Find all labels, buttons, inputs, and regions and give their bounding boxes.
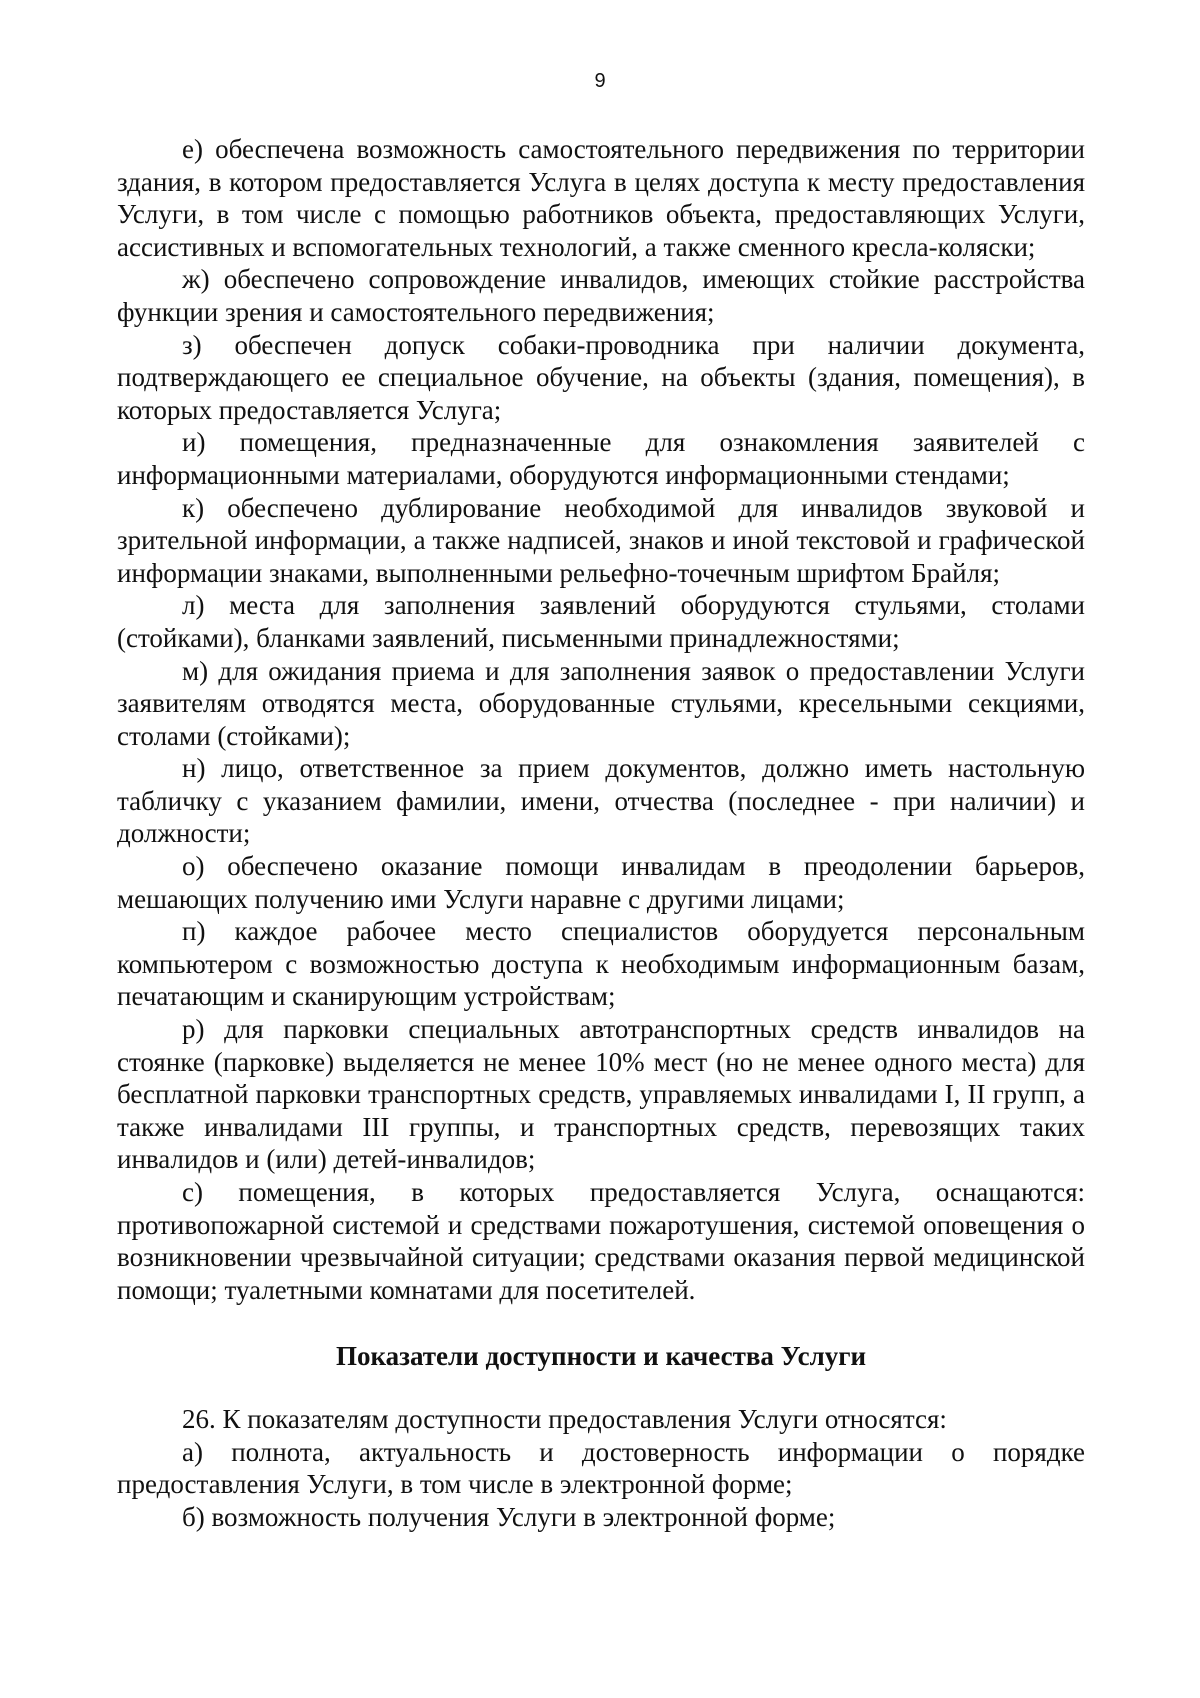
document-body — [117, 133, 1085, 1533]
paragraph-p: п) каждое рабочее место специалистов оборудуется персональным компьютером с возможностью доступа к необходимым информационным базам, печатающим и сканирующим устройствам; — [117, 916, 1085, 1012]
paragraph-r: р) для парковки специальных автотранспортных средств инвалидов на стоянке (парковке) выделяется не менее 10% мест (но не менее одного места) для бесплатной парковки транспортных средств, управляемых инвалидами I, II групп, а также инвалидами III группы, и транспортных средств, перевозящих таких инвалидов и (или) детей-инвалидов; — [117, 1014, 1085, 1175]
page-number: 9 — [594, 70, 606, 92]
paragraph-zh: ж) обеспечено сопровождение инвалидов, имеющих стойкие расстройства функции зрения и самостоятельного передвижения; — [117, 264, 1085, 327]
paragraph-26: 26. К показателям доступности предоставления Услуги относятся: — [182, 1403, 947, 1434]
paragraph-i: и) помещения, предназначенные для ознакомления заявителей с информационными материалами, оборудуются информационными стендами; — [117, 427, 1085, 490]
paragraph-a: а) полнота, актуальность и достоверность информации о порядке предоставления Услуги, в том числе в электронной форме; — [117, 1436, 1085, 1500]
paragraph-e: е) обеспечена возможность самостоятельного передвижения по территории здания, в котором предоставляется Услуга в целях доступа к месту предоставления Услуги, в том числе с помощью работников объекта, предоставляющих Услуги, ассистивных и вспомогательных технологий, а также сменного кресла-коляски; — [117, 134, 1085, 262]
paragraph-n: н) лицо, ответственное за прием документов, должно иметь настольную табличку с указанием фамилии, имени, отчества (последнее - при наличии) и должности; — [117, 753, 1085, 849]
paragraph-s: с) помещения, в которых предоставляется Услуга, оснащаются: противопожарной системой и средствами пожаротушения, системой оповещения о возникновении чрезвычайной ситуации; средствами оказания первой медицинской помощи; туалетными комнатами для посетителей. — [117, 1177, 1085, 1305]
paragraph-o: о) обеспечено оказание помощи инвалидам в преодолении барьеров, мешающих получению ими Услуги наравне с другими лицами; — [117, 851, 1085, 914]
paragraph-z: з) обеспечен допуск собаки-проводника при наличии документа, подтверждающего ее специальное обучение, на объекты (здания, помещения), в которых предоставляется Услуга; — [117, 329, 1085, 425]
paragraph-m: м) для ожидания приема и для заполнения заявок о предоставлении Услуги заявителям отводятся места, оборудованные стульями, кресельными секциями, столами (стойками); — [117, 655, 1085, 751]
section-heading: Показатели доступности и качества Услуги — [335, 1341, 867, 1372]
paragraph-l: л) места для заполнения заявлений оборудуются стульями, столами (стойками), бланками заявлений, письменными принадлежностями; — [117, 590, 1085, 653]
paragraph-b: б) возможность получения Услуги в электронной форме; — [182, 1501, 836, 1532]
paragraph-k: к) обеспечено дублирование необходимой для инвалидов звуковой и зрительной информации, а также надписей, знаков и иной текстовой и графической информации знаками, выполненными рельефно-точечным шрифтом Брайля; — [117, 492, 1085, 588]
